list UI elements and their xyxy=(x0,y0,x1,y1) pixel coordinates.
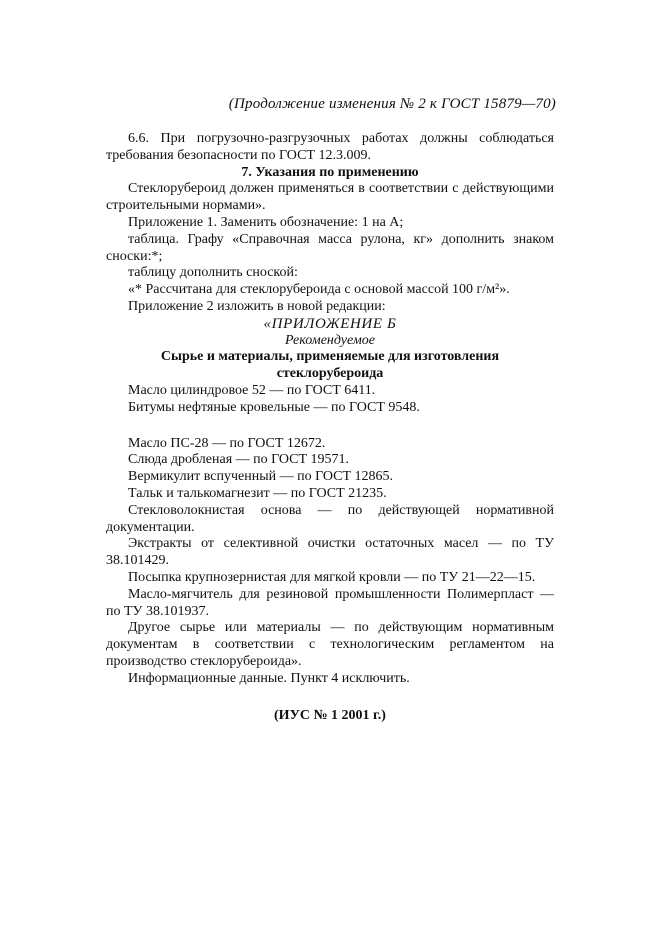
appendix-subtitle: Рекомендуемое xyxy=(285,332,375,348)
material-item: Стекловолокнистая основа — по действующей нормативной документации. xyxy=(106,502,554,535)
material-item: Масло ПС-28 — по ГОСТ 12672. xyxy=(128,435,326,451)
material-item: Масло-мягчитель для резиновой промышленности Полимерпласт — по ТУ 38.101937. xyxy=(106,586,554,619)
material-item: Битумы нефтяные кровельные — по ГОСТ 9548. xyxy=(128,399,420,415)
appendix-title: «ПРИЛОЖЕНИЕ Б xyxy=(263,315,397,332)
material-item: Масло цилиндровое 52 — по ГОСТ 6411. xyxy=(128,382,376,398)
section-title: 7. Указания по применению xyxy=(241,164,419,180)
material-item: Тальк и талькомагнезит — по ГОСТ 21235. xyxy=(128,485,387,501)
material-item: Слюда дробленая — по ГОСТ 19571. xyxy=(128,452,350,468)
paragraph-appendix2: Приложение 2 изложить в новой редакции: xyxy=(128,298,386,314)
paragraph-appendix1: Приложение 1. Заменить обозначение: 1 на А; xyxy=(128,214,404,230)
material-item: Экстракты от селективной очистки остаточных масел — по ТУ 38.101429. xyxy=(106,536,554,569)
page-header: (Продолжение изменения № 2 к ГОСТ 15879—70) xyxy=(228,96,556,112)
footer-gap xyxy=(106,688,554,708)
material-item: Посыпка крупнозернистая для мягкой кровли — по ТУ 21—22—15. xyxy=(128,569,536,585)
paragraph-table: таблица. Графу «Справочная масса рулона, кг» дополнить знаком сноски:*; xyxy=(106,231,554,264)
document-body xyxy=(106,131,554,724)
paragraph-safety: 6.6. При погрузочно-разгрузочных работах должны соблюдаться требования безопасности по ГОСТ 12.3.009. xyxy=(106,131,554,163)
material-item: Вермикулит вспученный — по ГОСТ 12865. xyxy=(128,469,394,485)
appendix-heading: Сырье и материалы, применяемые для изготовления стеклорубероида xyxy=(160,349,500,382)
paragraph-usage: Стеклорубероид должен применяться в соответствии с действующими строительными нормами». xyxy=(106,181,554,214)
paragraph-footnote-intro: таблицу дополнить сноской: xyxy=(128,265,298,281)
material-item: Другое сырье или материалы — по действующим нормативным документам в соответствии с технологическим регламентом на производство стеклорубероида». xyxy=(106,620,554,669)
info-data: Информационные данные. Пункт 4 исключить. xyxy=(128,670,410,686)
blank-gap xyxy=(106,417,554,436)
paragraph-footnote: «* Рассчитана для стеклорубероида с основой массой 100 г/м²». xyxy=(128,282,510,298)
document-footer: (ИУС № 1 2001 г.) xyxy=(274,707,386,723)
